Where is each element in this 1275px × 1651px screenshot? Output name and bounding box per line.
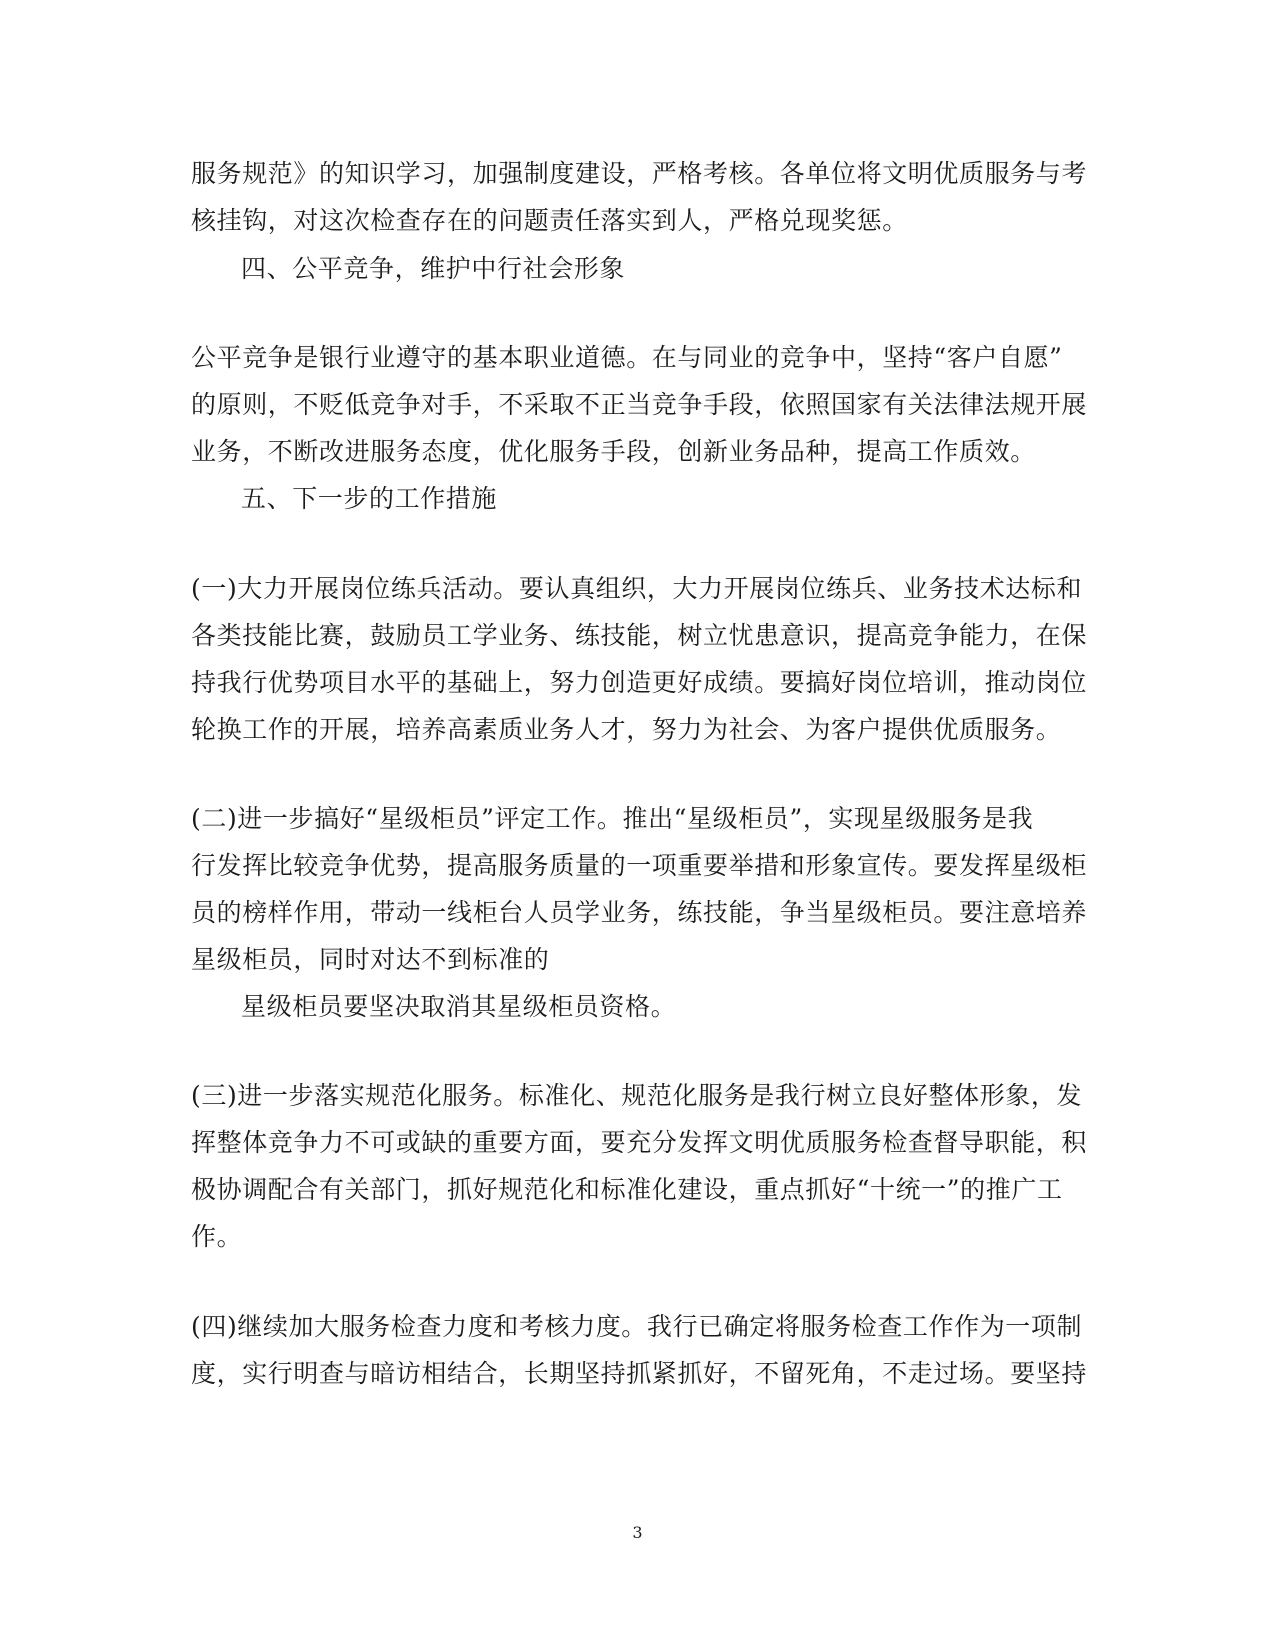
body-text-line: 作。 (191, 1222, 243, 1251)
body-text-line: (二)进一步搞好“星级柜员”评定工作。推出“星级柜员”，实现星级服务是我 (191, 804, 1034, 833)
body-text-line: 的原则，不贬低竞争对手，不采取不正当竞争手段，依照国家有关法律法规开展 (191, 390, 1088, 419)
body-text-line: 公平竞争是银行业遵守的基本职业道德。在与同业的竞争中，坚持“客户自愿” (191, 343, 1063, 372)
body-text-line: 员的榜样作用，带动一线柜台人员学业务，练技能，争当星级柜员。要注意培养 (191, 898, 1088, 927)
body-text-line: 服务规范》的知识学习，加强制度建设，严格考核。各单位将文明优质服务与考 (191, 159, 1088, 188)
section-heading: 四、公平竞争，维护中行社会形象 (241, 254, 626, 283)
body-text-line: 星级柜员要坚决取消其星级柜员资格。 (241, 992, 677, 1021)
body-text-line: (一)大力开展岗位练兵活动。要认真组织，大力开展岗位练兵、业务技术达标和 (191, 574, 1083, 603)
page-number: 3 (632, 1523, 643, 1542)
section-heading: 五、下一步的工作措施 (241, 484, 498, 513)
body-text-line: (四)继续加大服务检查力度和考核力度。我行已确定将服务检查工作作为一项制 (191, 1312, 1083, 1341)
body-text-line: (三)进一步落实规范化服务。标准化、规范化服务是我行树立良好整体形象，发 (191, 1081, 1083, 1110)
body-text-line: 极协调配合有关部门，抓好规范化和标准化建设，重点抓好“十统一”的推广工 (191, 1175, 1063, 1204)
body-text-line: 挥整体竞争力不可或缺的重要方面，要充分发挥文明优质服务检查督导职能，积 (191, 1128, 1088, 1157)
body-text-line: 度，实行明查与暗访相结合，长期坚持抓紧抓好，不留死角，不走过场。要坚持 (191, 1359, 1088, 1388)
body-text-line: 业务，不断改进服务态度，优化服务手段，创新业务品种，提高工作质效。 (191, 437, 1036, 466)
body-text-line: 各类技能比赛，鼓励员工学业务、练技能，树立忧患意识，提高竞争能力，在保 (191, 621, 1088, 650)
body-text-line: 行发挥比较竞争优势，提高服务质量的一项重要举措和形象宣传。要发挥星级柜 (191, 851, 1088, 880)
body-text-line: 核挂钩，对这次检查存在的问题责任落实到人，严格兑现奖惩。 (191, 206, 908, 235)
body-text-line: 轮换工作的开展，培养高素质业务人才，努力为社会、为客户提供优质服务。 (191, 715, 1062, 744)
body-text-line: 星级柜员，同时对达不到标准的 (191, 945, 550, 974)
body-text-line: 持我行优势项目水平的基础上，努力创造更好成绩。要搞好岗位培训，推动岗位 (191, 668, 1088, 697)
